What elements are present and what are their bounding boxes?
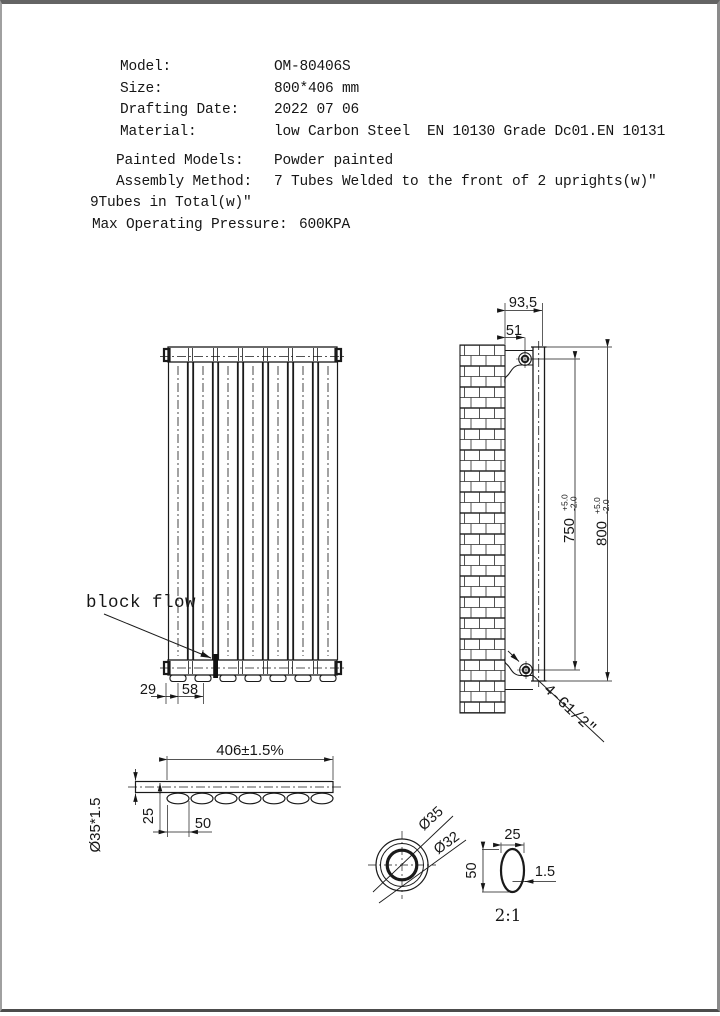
front-view bbox=[104, 347, 345, 704]
dim-50-detail-label: 50 bbox=[464, 862, 480, 879]
block-flow-mark bbox=[213, 654, 218, 678]
spec-value: Powder painted bbox=[274, 153, 394, 169]
dim-tube-label: Ø35*1.5 bbox=[87, 797, 104, 853]
spec-label: Drafting Date: bbox=[120, 102, 240, 118]
spec-value: low Carbon Steel EN 10130 Grade Dc01.EN 10131 bbox=[274, 124, 666, 140]
spec-value: 800*406 mm bbox=[274, 81, 360, 97]
dim-93-5-label: 93,5 bbox=[508, 295, 538, 311]
dim-1-5-label: 1.5 bbox=[534, 864, 556, 880]
dim-406-label: 406±1.5% bbox=[216, 742, 284, 759]
dim-750-label: 750+5.0-2.0 bbox=[559, 494, 579, 543]
spec-value: 7 Tubes Welded to the front of 2 uprights(w)″ bbox=[274, 174, 657, 190]
spec-label: Max Operating Pressure: bbox=[92, 217, 288, 233]
spec-value: 2022 07 06 bbox=[274, 102, 360, 118]
plan-view bbox=[128, 756, 342, 837]
brick-wall bbox=[460, 345, 505, 713]
dim-25-detail-label: 25 bbox=[504, 827, 521, 843]
spec-label: Size: bbox=[120, 81, 163, 97]
dim-800-label: 800+5.0-2.0 bbox=[592, 497, 611, 546]
spec-label: Material: bbox=[120, 124, 197, 140]
dim-d32-label: Ø32 bbox=[431, 828, 463, 858]
drawing-canvas bbox=[2, 4, 720, 1016]
dim-29-label: 29 bbox=[139, 682, 157, 698]
side-view bbox=[460, 303, 612, 742]
block-flow-label: block flow bbox=[86, 593, 197, 613]
spec-label: Painted Models: bbox=[116, 153, 244, 169]
spec-value: OM-80406S bbox=[274, 59, 351, 75]
spec-label: Assembly Method: bbox=[116, 174, 253, 190]
spec-label: 9Tubes in Total(w)″ bbox=[90, 195, 252, 211]
dim-25-label: 25 bbox=[141, 807, 157, 825]
spec-value: 600KPA bbox=[299, 217, 351, 233]
scale-label: 2:1 bbox=[494, 906, 522, 925]
spec-label: Model: bbox=[120, 59, 172, 75]
thread-label: 4-G1/2″ bbox=[539, 680, 600, 739]
dim-58-label: 58 bbox=[181, 682, 199, 698]
dim-d35-label: Ø35 bbox=[415, 803, 447, 835]
dim-51-label: 51 bbox=[505, 323, 523, 339]
dim-50-label: 50 bbox=[194, 816, 212, 832]
